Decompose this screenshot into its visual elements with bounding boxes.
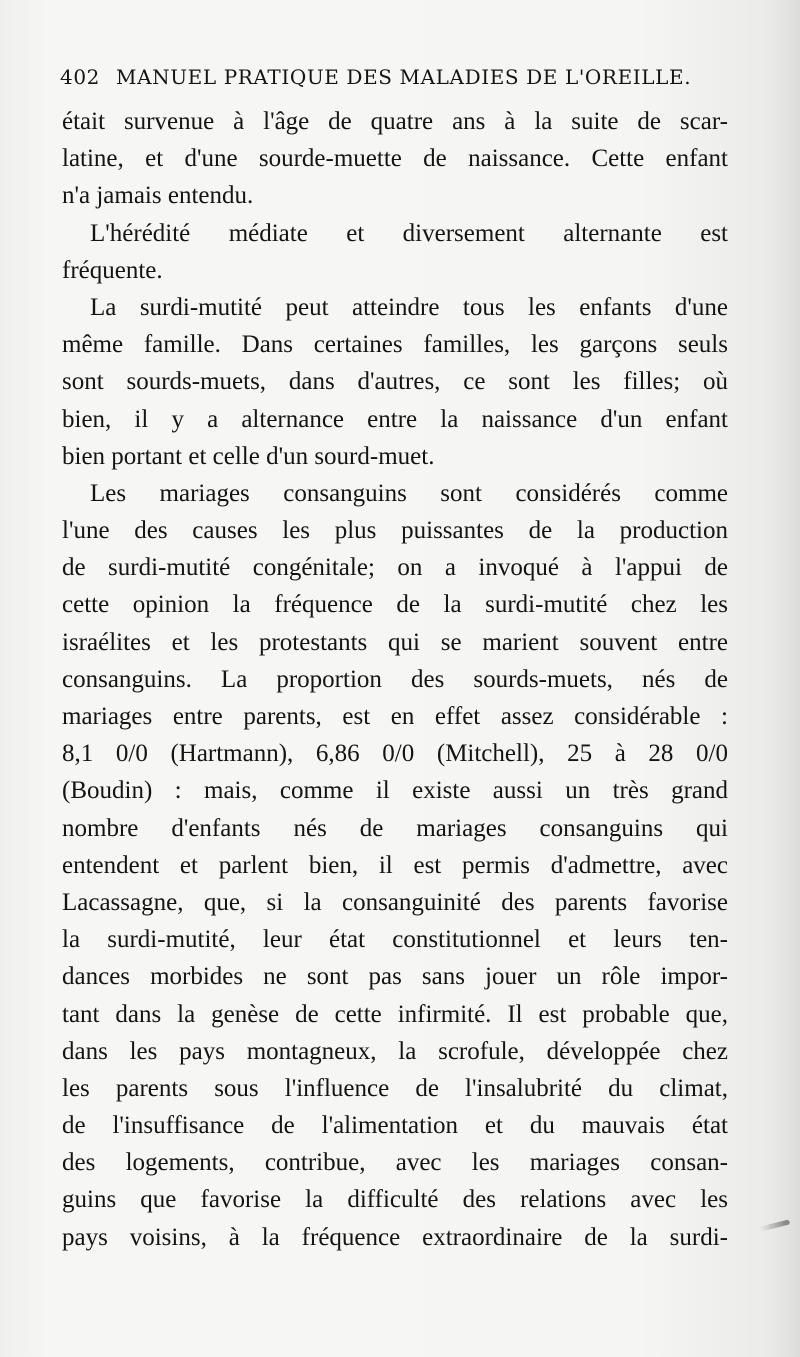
text-line: nombre d'enfants nés de mariages consanguins qui — [62, 814, 728, 842]
text-line: mariages entre parents, est en effet assez considérable : — [62, 703, 728, 730]
text-line: la surdi-mutité, leur état constitutionnel et leurs ten- — [62, 926, 728, 954]
text-line: consanguins. La proportion des sourds-muets, nés de — [62, 665, 728, 693]
text-line: cette opinion la fréquence de la surdi-mutité chez les — [62, 591, 728, 619]
text-line: La surdi-mutité peut atteindre tous les enfants d'une — [90, 293, 728, 321]
text-line: pays voisins, à la fréquence extraordinaire de la surdi- — [62, 1223, 728, 1251]
body-text — [62, 103, 728, 1256]
text-line: bien, il y a alternance entre la naissance d'un enfant — [62, 405, 728, 433]
text-line: les parents sous l'influence de l'insalubrité du climat, — [62, 1074, 728, 1102]
text-line: de surdi-mutité congénitale; on a invoqué à l'appui de — [62, 554, 728, 582]
text-line: israélites et les protestants qui se marient souvent entre — [62, 628, 728, 656]
text-line: 8,1 0/0 (Hartmann), 6,86 0/0 (Mitchell), 25 à 28 0/0 — [62, 740, 728, 768]
text-line: L'hérédité médiate et diversement alternante est — [90, 219, 728, 247]
text-line: l'une des causes les plus puissantes de la production — [62, 517, 728, 545]
text-line: (Boudin) : mais, comme il existe aussi un très grand — [62, 777, 728, 805]
text-line: latine, et d'une sourde-muette de naissance. Cette enfant — [62, 145, 728, 173]
text-line: Les mariages consanguins sont considérés comme — [90, 479, 728, 507]
page-number: 402 — [60, 65, 100, 89]
text-line: n'a jamais entendu. — [62, 182, 254, 210]
text-line: dances morbides ne sont pas sans jouer un rôle impor- — [62, 963, 728, 991]
margin-pencil-mark — [760, 1219, 790, 1231]
text-line: dans les pays montagneux, la scrofule, développée chez — [62, 1037, 728, 1065]
text-line: fréquente. — [62, 256, 163, 284]
text-line: même famille. Dans certaines familles, les garçons seuls — [62, 331, 728, 359]
text-line: bien portant et celle d'un sourd-muet. — [62, 442, 435, 470]
text-line: Lacassagne, que, si la consanguinité des parents favorise — [62, 888, 728, 916]
text-line: était survenue à l'âge de quatre ans à la suite de scar- — [62, 108, 728, 135]
running-title: MANUEL PRATIQUE DES MALADIES DE L'OREILLE. — [116, 65, 692, 89]
text-line: de l'insuffisance de l'alimentation et du mauvais état — [62, 1112, 728, 1140]
text-line: des logements, contribue, avec les mariages consan- — [62, 1149, 728, 1177]
running-header — [60, 62, 705, 92]
text-line: guins que favorise la difficulté des relations avec les — [62, 1186, 728, 1214]
text-line: entendent et parlent bien, il est permis d'admettre, avec — [62, 851, 728, 879]
text-line: tant dans la genèse de cette infirmité. Il est probable que, — [62, 1000, 728, 1028]
text-line: sont sourds-muets, dans d'autres, ce sont les filles; où — [62, 368, 728, 396]
